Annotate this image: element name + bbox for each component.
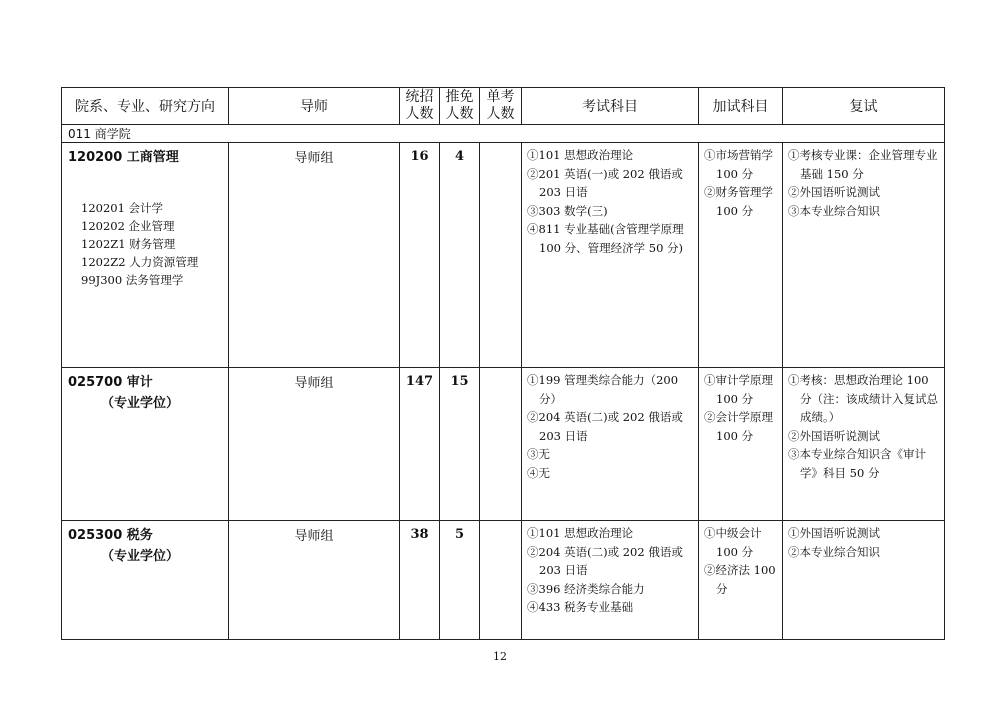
- extra-subjects-cell: [699, 368, 783, 521]
- header-extra-subjects: 加试科目: [699, 88, 783, 125]
- header-department: 院系、专业、研究方向: [62, 88, 229, 125]
- extra-item: ①中级会计 100 分: [704, 526, 762, 559]
- direction-item: 99J300 法务管理学: [81, 273, 184, 287]
- recommended-cell: 4: [440, 143, 480, 368]
- page-number: 12: [493, 650, 507, 663]
- quota-cell: 38: [400, 521, 440, 640]
- quota-cell: 147: [400, 368, 440, 521]
- table-row: [62, 143, 945, 368]
- department-name: 011 商学院: [62, 125, 945, 143]
- retest-cell: [783, 521, 945, 640]
- quota-cell: 16: [400, 143, 440, 368]
- retest-cell: [783, 368, 945, 521]
- exam-item: ③303 数学(三): [527, 203, 608, 218]
- advisor-cell: 导师组: [229, 521, 400, 640]
- direction-item: 1202Z2 人力资源管理: [81, 255, 199, 269]
- exam-item: ①101 思想政治理论: [527, 148, 634, 162]
- major-subtitle: （专业学位）: [101, 396, 180, 411]
- exam-item: ①199 管理类综合能力（200 分）: [527, 373, 679, 406]
- extra-item: ①市场营销学 100 分: [704, 148, 773, 181]
- retest-item: ③本专业综合知识含《审计学》科目 50 分: [788, 447, 926, 480]
- retest-item: ①外国语听说测试: [788, 526, 880, 540]
- table-row: [62, 368, 945, 521]
- single-exam-cell: [480, 521, 522, 640]
- direction-item: 1202Z1 财务管理: [81, 237, 176, 251]
- single-exam-cell: [480, 143, 522, 368]
- header-exam-subjects: 考试科目: [522, 88, 699, 125]
- exam-item: ②204 英语(二)或 202 俄语或 203 日语: [527, 410, 683, 443]
- major-cell: [62, 368, 229, 521]
- direction-item: 120201 会计学: [81, 201, 164, 215]
- header-single-exam: 单考 人数: [480, 88, 522, 125]
- header-recommended: 推免 人数: [440, 88, 480, 125]
- extra-subjects-cell: [699, 521, 783, 640]
- retest-item: ①考核专业课：企业管理专业基础 150 分: [788, 148, 938, 181]
- major-cell: [62, 143, 229, 368]
- header-retest: 复试: [783, 88, 945, 125]
- admissions-table: [61, 87, 945, 640]
- exam-subjects-cell: [522, 368, 699, 521]
- major-name: 120200 工商管理: [68, 150, 179, 165]
- header-quota: 统招 人数: [400, 88, 440, 125]
- extra-subjects-cell: [699, 143, 783, 368]
- exam-item: ①101 思想政治理论: [527, 526, 634, 540]
- header-row: [62, 88, 945, 125]
- extra-item: ②经济法 100 分: [704, 563, 776, 596]
- retest-cell: [783, 143, 945, 368]
- extra-item: ①审计学原理 100 分: [704, 373, 773, 406]
- direction-item: 120202 企业管理: [81, 219, 175, 233]
- single-exam-cell: [480, 368, 522, 521]
- major-name: 025700 审计: [68, 375, 153, 390]
- exam-item: ②201 英语(一)或 202 俄语或 203 日语: [527, 166, 683, 199]
- exam-item: ④811 专业基础(含管理学原理 100 分、管理经济学 50 分): [527, 222, 684, 255]
- department-row: [62, 125, 945, 143]
- recommended-cell: 15: [440, 368, 480, 521]
- table-row: [62, 521, 945, 640]
- header-advisor: 导师: [229, 88, 400, 125]
- exam-item: ④433 税务专业基础: [527, 600, 634, 614]
- major-cell: [62, 521, 229, 640]
- exam-item: ③无: [527, 447, 550, 461]
- major-name: 025300 税务: [68, 528, 153, 543]
- exam-item: ②204 英语(二)或 202 俄语或 203 日语: [527, 544, 683, 577]
- retest-item: ②本专业综合知识: [788, 544, 880, 559]
- retest-item: ①考核：思想政治理论 100 分（注：该成绩计入复试总成绩。）: [788, 373, 938, 424]
- retest-item: ②外国语听说测试: [788, 185, 880, 199]
- direction-list: [68, 199, 222, 289]
- exam-item: ④无: [527, 465, 550, 480]
- retest-item: ③本专业综合知识: [788, 203, 880, 218]
- exam-item: ③396 经济类综合能力: [527, 581, 645, 596]
- advisor-cell: 导师组: [229, 368, 400, 521]
- exam-subjects-cell: [522, 521, 699, 640]
- recommended-cell: 5: [440, 521, 480, 640]
- advisor-cell: 导师组: [229, 143, 400, 368]
- major-subtitle: （专业学位）: [101, 549, 180, 564]
- retest-item: ②外国语听说测试: [788, 428, 880, 443]
- exam-subjects-cell: [522, 143, 699, 368]
- extra-item: ②财务管理学 100 分: [704, 185, 773, 218]
- extra-item: ②会计学原理 100 分: [704, 410, 773, 443]
